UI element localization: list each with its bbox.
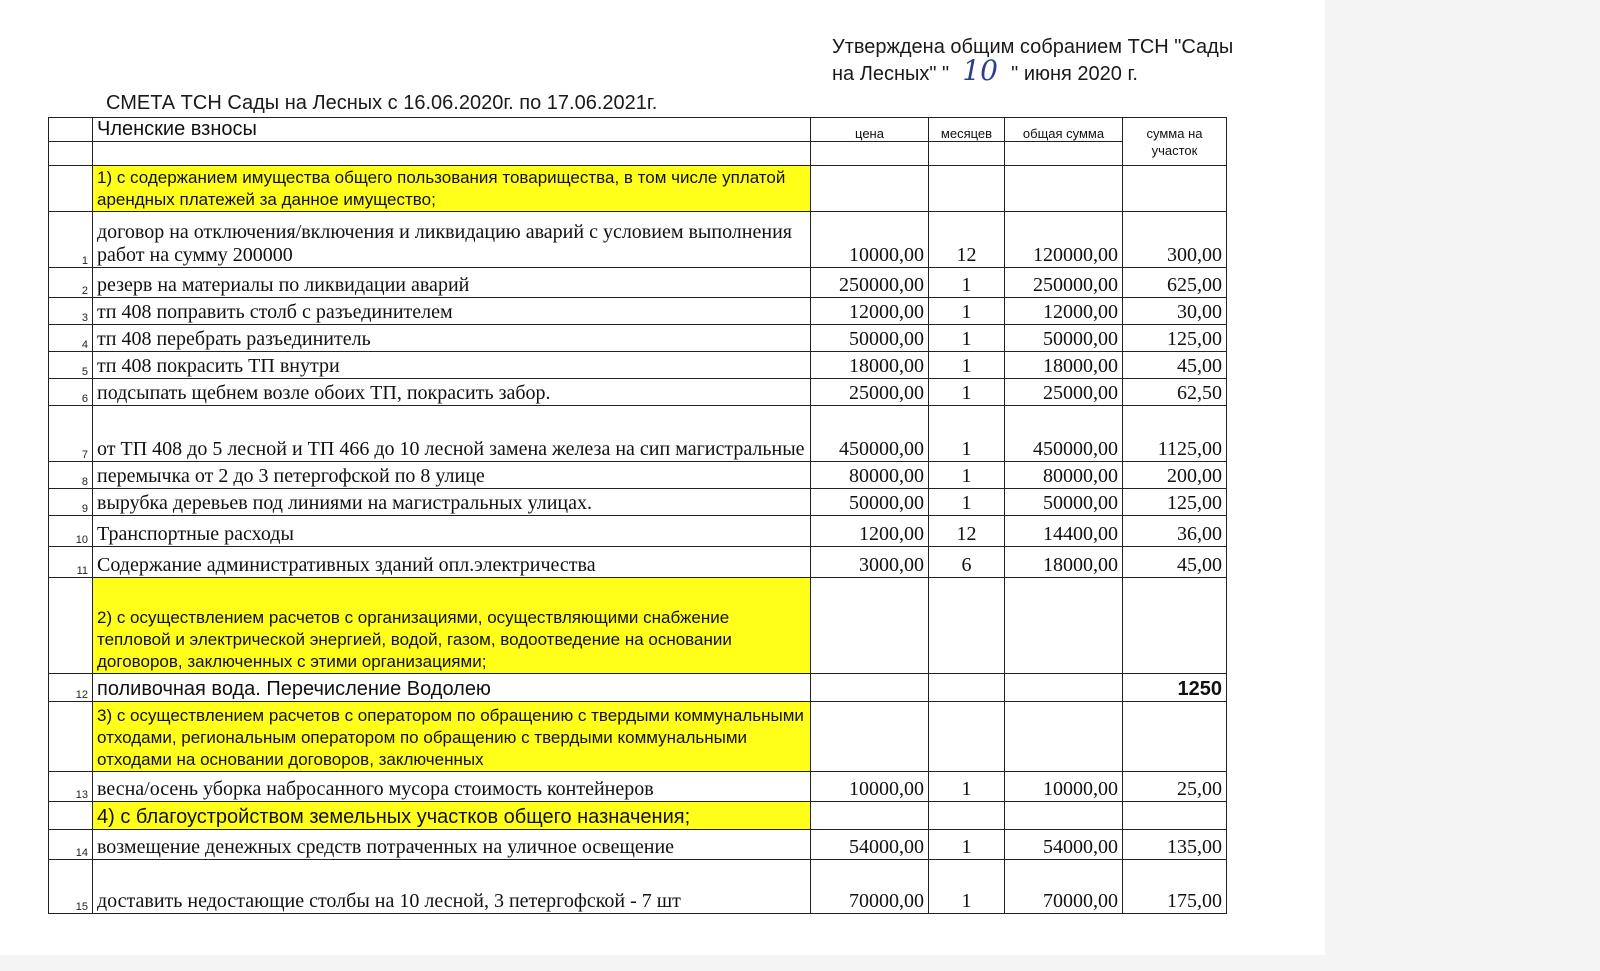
row-total: 25000,00	[1005, 379, 1123, 406]
row-number: 10	[49, 516, 93, 547]
row-total: 12000,00	[1005, 298, 1123, 325]
row-per-plot: 125,00	[1123, 489, 1227, 516]
row-name: договор на отключения/включения и ликвидацию аварий с условием выполнения работ на сумму 200000	[93, 212, 811, 268]
row-months: 12	[929, 516, 1005, 547]
row-total: 70000,00	[1005, 860, 1123, 914]
row-total: 14400,00	[1005, 516, 1123, 547]
row-months: 1	[929, 772, 1005, 802]
table-row	[49, 298, 1227, 325]
row-per-plot: 45,00	[1123, 352, 1227, 379]
approval-line-2	[832, 54, 1233, 88]
table-row	[49, 674, 1227, 702]
row-price: 12000,00	[811, 298, 929, 325]
row-price: 25000,00	[811, 379, 929, 406]
row-months: 1	[929, 462, 1005, 489]
table-row	[49, 379, 1227, 406]
row-price: 1200,00	[811, 516, 929, 547]
row-name: поливочная вода. Перечисление Водолею	[93, 674, 811, 702]
row-name: возмещение денежных средств потраченных на уличное освещение	[93, 830, 811, 860]
row-total: 250000,00	[1005, 268, 1123, 298]
column-header-price: цена	[811, 118, 929, 142]
row-per-plot: 25,00	[1123, 772, 1227, 802]
header-row	[49, 118, 1227, 142]
row-per-plot: 62,50	[1123, 379, 1227, 406]
row-price: 10000,00	[811, 212, 929, 268]
table-row	[49, 547, 1227, 578]
row-number: 12	[49, 674, 93, 702]
row-per-plot: 30,00	[1123, 298, 1227, 325]
row-price: 450000,00	[811, 406, 929, 462]
row-price: 3000,00	[811, 547, 929, 578]
row-number: 15	[49, 860, 93, 914]
table-row	[49, 516, 1227, 547]
row-months: 6	[929, 547, 1005, 578]
header-num-cell	[49, 118, 93, 142]
row-total: 10000,00	[1005, 772, 1123, 802]
row-per-plot: 125,00	[1123, 325, 1227, 352]
approval-line-1: Утверждена общим собранием ТСН "Сады	[832, 36, 1234, 58]
row-months: 1	[929, 406, 1005, 462]
row-months: 1	[929, 830, 1005, 860]
row-per-plot: 625,00	[1123, 268, 1227, 298]
header-label: Членские взносы	[93, 118, 811, 142]
table-row	[49, 489, 1227, 516]
row-per-plot: 175,00	[1123, 860, 1227, 914]
row-per-plot: 1125,00	[1123, 406, 1227, 462]
row-total: 50000,00	[1005, 325, 1123, 352]
table-row	[49, 406, 1227, 462]
row-price: 250000,00	[811, 268, 929, 298]
row-months: 1	[929, 489, 1005, 516]
row-name: резерв на материалы по ликвидации аварий	[93, 268, 811, 298]
row-name: тп 408 покрасить ТП внутри	[93, 352, 811, 379]
column-header-months: месяцев	[929, 118, 1005, 142]
row-months: 1	[929, 268, 1005, 298]
row-number: 11	[49, 547, 93, 578]
row-number: 7	[49, 406, 93, 462]
budget-table	[48, 117, 1227, 914]
section-1-heading: 1) с содержанием имущества общего пользования товарищества, в том числе уплатой арендных платежей за данное имущество;	[93, 166, 811, 212]
row-months: 1	[929, 352, 1005, 379]
header-spacer-row	[49, 142, 1227, 166]
row-number: 5	[49, 352, 93, 379]
table-row	[49, 352, 1227, 379]
column-header-per-plot: сумма на участок	[1123, 118, 1227, 166]
row-total: 18000,00	[1005, 547, 1123, 578]
row-name: тп 408 перебрать разъединитель	[93, 325, 811, 352]
row-total: 54000,00	[1005, 830, 1123, 860]
row-name: тп 408 поправить столб с разъединителем	[93, 298, 811, 325]
row-per-plot: 135,00	[1123, 830, 1227, 860]
row-number: 1	[49, 212, 93, 268]
row-total: 50000,00	[1005, 489, 1123, 516]
table-row	[49, 268, 1227, 298]
row-price: 10000,00	[811, 772, 929, 802]
section-1-rows	[49, 212, 1227, 578]
row-number: 3	[49, 298, 93, 325]
row-name: подсыпать щебнем возле обоих ТП, покрасить забор.	[93, 379, 811, 406]
row-per-plot: 200,00	[1123, 462, 1227, 489]
row-total: 450000,00	[1005, 406, 1123, 462]
row-total: 80000,00	[1005, 462, 1123, 489]
table-row	[49, 325, 1227, 352]
approval-day-handwritten: 10	[962, 54, 998, 87]
row-name: весна/осень уборка набросанного мусора стоимость контейнеров	[93, 772, 811, 802]
column-header-total: общая сумма	[1005, 118, 1123, 142]
row-months: 1	[929, 298, 1005, 325]
row-total: 18000,00	[1005, 352, 1123, 379]
approval-line-2-prefix: на Лесных" "	[832, 63, 950, 85]
row-price: 70000,00	[811, 860, 929, 914]
row-name: вырубка деревьев под линиями на магистральных улицах.	[93, 489, 811, 516]
row-total: 120000,00	[1005, 212, 1123, 268]
row-number: 8	[49, 462, 93, 489]
row-months: 1	[929, 379, 1005, 406]
row-number: 2	[49, 268, 93, 298]
row-name: от ТП 408 до 5 лесной и ТП 466 до 10 лесной замена железа на сип магистральные	[93, 406, 811, 462]
row-price: 54000,00	[811, 830, 929, 860]
row-price: 50000,00	[811, 325, 929, 352]
document-title: СМЕТА ТСН Сады на Лесных с 16.06.2020г. по 17.06.2021г.	[106, 92, 658, 114]
row-number: 9	[49, 489, 93, 516]
row-per-plot: 45,00	[1123, 547, 1227, 578]
row-name: доставить недостающие столбы на 10 лесной, 3 петергофской - 7 шт	[93, 860, 811, 914]
row-per-plot: 300,00	[1123, 212, 1227, 268]
table-row	[49, 212, 1227, 268]
row-months: 1	[929, 860, 1005, 914]
section-row	[49, 166, 1227, 212]
row-number: 13	[49, 772, 93, 802]
section-2-heading: 2) с осуществлением расчетов с организациями, осуществляющими снабжение тепловой и электрической энергией, водой, газом, водоотведение на основании договоров, заключенных с этими организациями;	[93, 578, 811, 674]
section-3-heading: 3) с осуществлением расчетов с оператором по обращению с твердыми коммунальными отходами, региональным оператором по обращению с твердыми коммунальными отходами на основании договоров, заключенных	[93, 702, 811, 772]
row-number: 14	[49, 830, 93, 860]
section-row	[49, 702, 1227, 772]
row-months: 12	[929, 212, 1005, 268]
table-row	[49, 860, 1227, 914]
row-name: Содержание административных зданий опл.электричества	[93, 547, 811, 578]
row-per-plot: 1250	[1123, 674, 1227, 702]
table-row	[49, 772, 1227, 802]
section-4-heading: 4) с благоустройством земельных участков общего назначения;	[93, 802, 811, 830]
row-months: 1	[929, 325, 1005, 352]
section-row	[49, 802, 1227, 830]
table-row	[49, 462, 1227, 489]
table-row	[49, 830, 1227, 860]
approval-line-2-suffix: " июня 2020 г.	[1011, 63, 1138, 85]
row-name: перемычка от 2 до 3 петергофской по 8 улице	[93, 462, 811, 489]
section-4-rows	[49, 830, 1227, 914]
row-number: 6	[49, 379, 93, 406]
row-name: Транспортные расходы	[93, 516, 811, 547]
section-row	[49, 578, 1227, 674]
row-number: 4	[49, 325, 93, 352]
row-price: 80000,00	[811, 462, 929, 489]
row-price: 18000,00	[811, 352, 929, 379]
row-per-plot: 36,00	[1123, 516, 1227, 547]
row-price: 50000,00	[811, 489, 929, 516]
approval-note	[832, 34, 1233, 88]
